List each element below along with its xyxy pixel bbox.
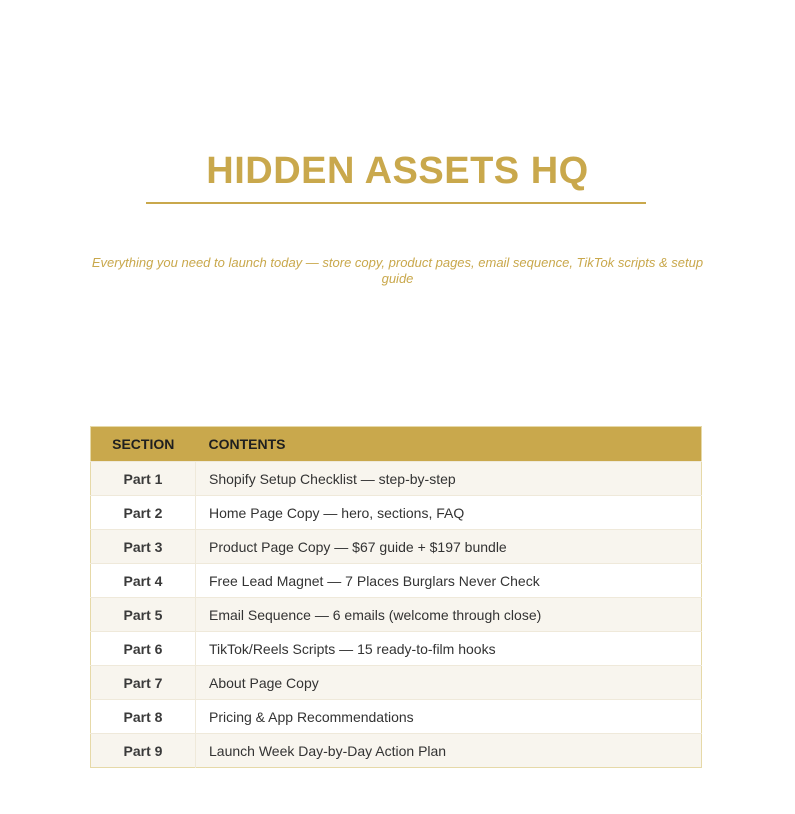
row-section-label: Part 9 <box>91 734 196 768</box>
document-subtitle: Everything you need to launch today — store copy, product pages, email sequence, TikTok scripts & setup guide <box>91 255 704 286</box>
table-row <box>91 598 702 632</box>
document-title: HIDDEN ASSETS HQ <box>206 150 589 192</box>
table-row <box>91 734 702 768</box>
row-contents-text: Home Page Copy — hero, sections, FAQ <box>196 496 702 530</box>
row-section-label: Part 2 <box>91 496 196 530</box>
table-row <box>91 530 702 564</box>
row-contents-text: Product Page Copy — $67 guide + $197 bundle <box>196 530 702 564</box>
row-contents-text: Launch Week Day-by-Day Action Plan <box>196 734 702 768</box>
table-row <box>91 666 702 700</box>
table-row <box>91 462 702 496</box>
row-section-label: Part 3 <box>91 530 196 564</box>
column-header-section: SECTION <box>91 427 196 462</box>
row-contents-text: Email Sequence — 6 emails (welcome through close) <box>196 598 702 632</box>
table-header-row <box>91 427 702 462</box>
row-contents-text: Shopify Setup Checklist — step-by-step <box>196 462 702 496</box>
row-section-label: Part 4 <box>91 564 196 598</box>
row-contents-text: Free Lead Magnet — 7 Places Burglars Never Check <box>196 564 702 598</box>
row-section-label: Part 7 <box>91 666 196 700</box>
row-contents-text: Pricing & App Recommendations <box>196 700 702 734</box>
table-row <box>91 700 702 734</box>
column-header-contents: CONTENTS <box>196 427 702 462</box>
row-contents-text: About Page Copy <box>196 666 702 700</box>
table-row <box>91 564 702 598</box>
title-divider <box>146 202 646 204</box>
row-section-label: Part 1 <box>91 462 196 496</box>
row-section-label: Part 5 <box>91 598 196 632</box>
row-section-label: Part 6 <box>91 632 196 666</box>
table-row <box>91 496 702 530</box>
row-section-label: Part 8 <box>91 700 196 734</box>
table-row <box>91 632 702 666</box>
contents-table <box>90 426 702 768</box>
row-contents-text: TikTok/Reels Scripts — 15 ready-to-film hooks <box>196 632 702 666</box>
